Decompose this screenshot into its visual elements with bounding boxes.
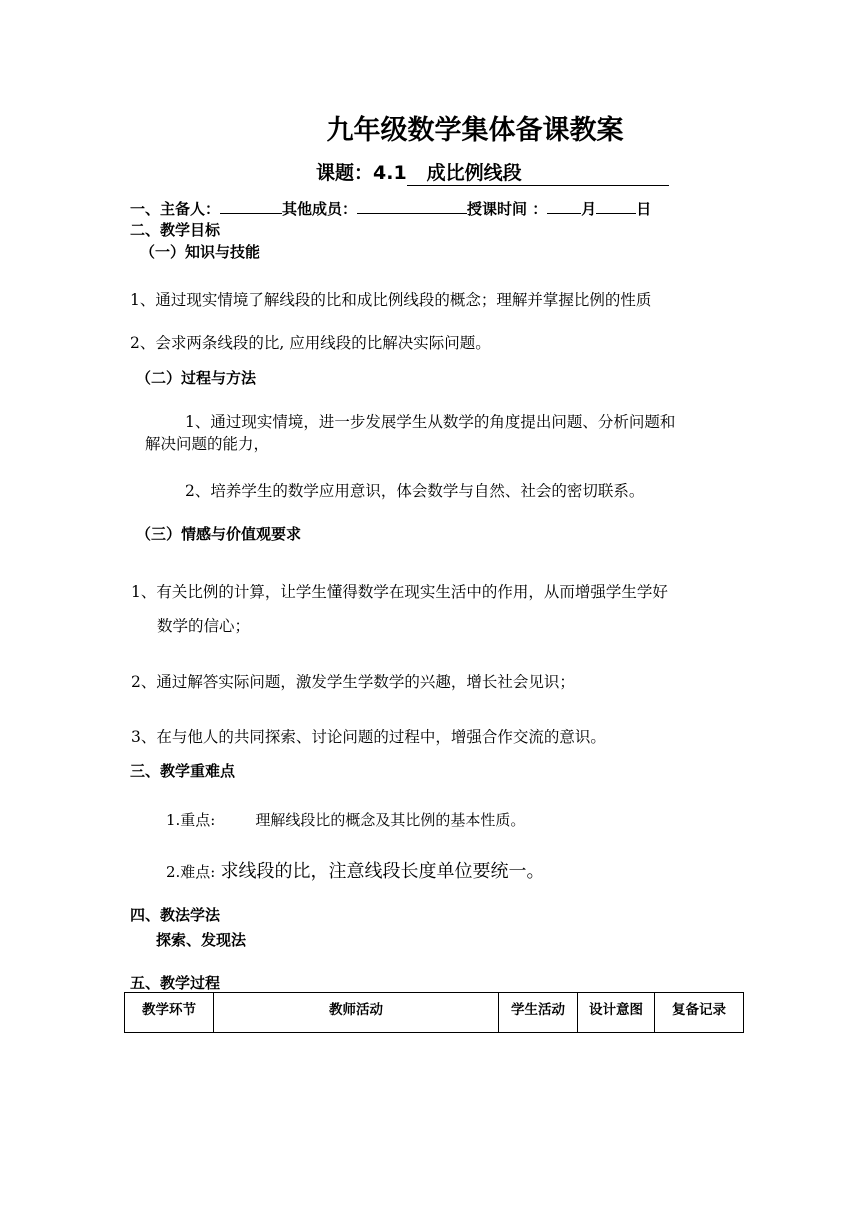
teaching-process-table: [124, 992, 744, 1033]
info-line: [130, 198, 651, 219]
subject-prefix: 课题：4.1: [316, 162, 407, 184]
col-student-activity: 学生活动: [499, 993, 578, 1033]
other-members-blank: [357, 199, 467, 214]
emotion-text-1: 有关比例的计算，让学生懂得数学在现实生活中的作用，从而增强学生学好: [156, 583, 668, 601]
emotion-text-2: 通过解答实际问题，激发学生学数学的兴趣，增长社会见识；: [156, 673, 575, 691]
emotion-item-2: [131, 670, 575, 692]
col-teacher-activity: 教师活动: [214, 993, 499, 1033]
emotion-text-3: 在与他人的共同探索、讨论问题的过程中，增强合作交流的意识。: [156, 728, 606, 746]
emotion-num-3: 3、: [131, 728, 157, 746]
lesson-time-label: 授课时间 ：: [467, 200, 548, 218]
key-point-line: [166, 809, 525, 830]
emotion-item-1: [131, 580, 668, 602]
day-blank: [596, 199, 636, 214]
main-preparer-blank: [220, 199, 282, 214]
difficult-point-label: 2.难点:: [166, 863, 216, 881]
emotion-num-2: 2、: [131, 673, 157, 691]
keypoints-heading: 三、教学重难点: [130, 762, 236, 780]
method-text: 探索、发现法: [156, 931, 247, 949]
day-label: 日: [636, 200, 652, 218]
knowledge-heading: （一）知识与技能: [140, 243, 261, 261]
col-review-record: 复备记录: [655, 993, 744, 1033]
goals-heading: 二、教学目标: [130, 221, 221, 239]
col-teaching-stage: 教学环节: [125, 993, 214, 1033]
emotion-item-1-cont: 数学的信心；: [157, 617, 251, 635]
process-table-heading: 五、教学过程: [130, 974, 221, 992]
knowledge-item-2: 2、会求两条线段的比, 应用线段的比解决实际问题。: [130, 334, 491, 352]
page-title: 九年级数学集体备课教案: [326, 115, 624, 146]
process-item-2: 2、培养学生的数学应用意识，体会数学与自然、社会的密切联系。: [185, 482, 645, 500]
col-design-intent: 设计意图: [578, 993, 655, 1033]
emotion-item-3: [131, 725, 606, 747]
process-item-1: 1、通过现实情境，进一步发展学生从数学的角度提出问题、分析问题和: [185, 413, 676, 431]
table-header-row: [125, 993, 744, 1033]
difficult-point-line: [166, 857, 544, 883]
process-heading: （二）过程与方法: [136, 369, 257, 387]
emotion-num-1: 1、: [131, 583, 157, 601]
other-members-label: 其他成员：: [282, 200, 358, 218]
process-item-1-cont: 解决问题的能力，: [145, 435, 270, 453]
lesson-subject: [316, 158, 669, 186]
main-preparer-label: 一、主备人：: [130, 200, 221, 218]
key-point-text: 理解线段比的概念及其比例的基本性质。: [255, 811, 526, 829]
method-heading: 四、教法学法: [130, 906, 221, 924]
difficult-point-text: 求线段的比，注意线段长度单位要统一。: [220, 861, 545, 882]
key-point-label: 1.重点:: [166, 811, 216, 829]
knowledge-item-1: 1、通过现实情境了解线段的比和成比例线段的概念；理解并掌握比例的性质: [130, 291, 652, 309]
subject-topic: 成比例线段: [407, 158, 669, 186]
emotion-heading: （三）情感与价值观要求: [136, 525, 302, 543]
month-label: 月: [581, 200, 597, 218]
month-blank: [547, 199, 581, 214]
